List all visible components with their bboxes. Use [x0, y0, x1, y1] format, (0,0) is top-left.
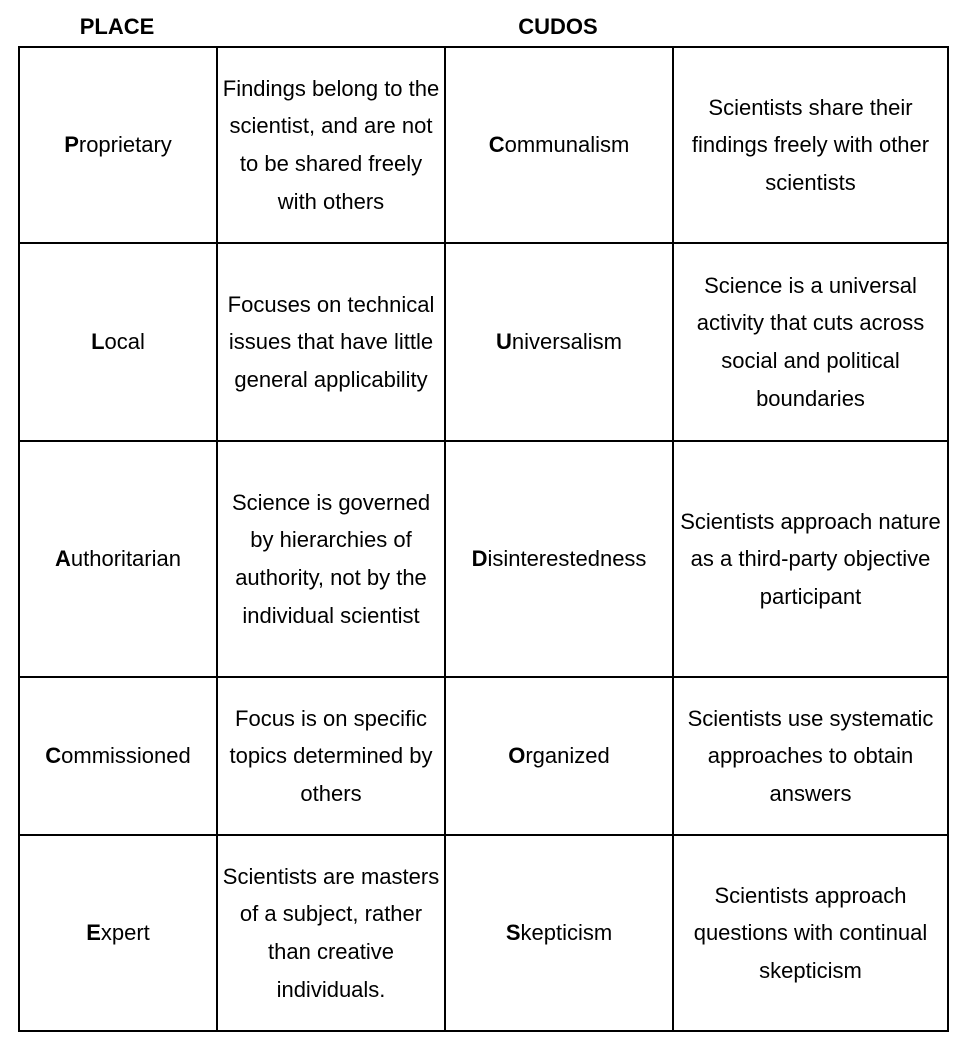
place-term-cell [19, 243, 217, 441]
cudos-term-cell [445, 47, 673, 243]
cudos-term-initial: O [508, 743, 526, 769]
cudos-description: Science is a universal activity that cuts across social and political boundaries [673, 243, 948, 441]
cudos-term-cell [445, 243, 673, 441]
place-description: Science is governed by hierarchies of authority, not by the individual scientist [217, 441, 445, 677]
place-description: Scientists are masters of a subject, rather than creative individuals. [217, 835, 445, 1031]
place-description: Focuses on technical issues that have little general applicability [217, 243, 445, 441]
place-description: Focus is on specific topics determined by others [217, 677, 445, 835]
cudos-term-rest: kepticism [520, 920, 613, 946]
table-row [19, 47, 948, 243]
place-term-rest: xpert [100, 920, 150, 946]
cudos-header: CUDOS [518, 14, 598, 39]
place-term-rest: ommissioned [61, 743, 191, 769]
cudos-description: Scientists approach nature as a third-party objective participant [673, 441, 948, 677]
place-header: PLACE [79, 14, 155, 39]
place-term-initial: C [45, 743, 62, 769]
table-row [19, 677, 948, 835]
place-term-initial: P [64, 132, 79, 158]
cudos-term-rest: ommunalism [504, 132, 630, 158]
cudos-term-cell [445, 835, 673, 1031]
cudos-term-initial: S [505, 920, 521, 946]
place-term-cell [19, 835, 217, 1031]
cudos-description: Scientists share their findings freely with other scientists [673, 47, 948, 243]
place-term-cell [19, 677, 217, 835]
place-description: Findings belong to the scientist, and are not to be shared freely with others [217, 47, 445, 243]
cudos-term-initial: D [471, 546, 488, 572]
place-term-cell [19, 47, 217, 243]
place-term-initial: L [91, 329, 105, 355]
comparison-table [18, 46, 949, 1032]
cudos-term-rest: isinterestedness [487, 546, 647, 572]
table-row [19, 441, 948, 677]
place-term-cell [19, 441, 217, 677]
place-term-initial: E [86, 920, 101, 946]
cudos-term-initial: C [488, 132, 505, 158]
cudos-term-rest: rganized [525, 743, 610, 769]
place-term-rest: uthoritarian [70, 546, 181, 572]
cudos-term-cell [445, 441, 673, 677]
cudos-description: Scientists use systematic approaches to obtain answers [673, 677, 948, 835]
cudos-description: Scientists approach questions with continual skepticism [673, 835, 948, 1031]
cudos-term-cell [445, 677, 673, 835]
table-row [19, 835, 948, 1031]
cudos-term-initial: U [496, 329, 512, 355]
place-term-rest: roprietary [78, 132, 172, 158]
place-term-rest: ocal [104, 329, 145, 355]
cudos-term-rest: niversalism [511, 329, 622, 355]
table-row [19, 243, 948, 441]
place-term-initial: A [55, 546, 71, 572]
